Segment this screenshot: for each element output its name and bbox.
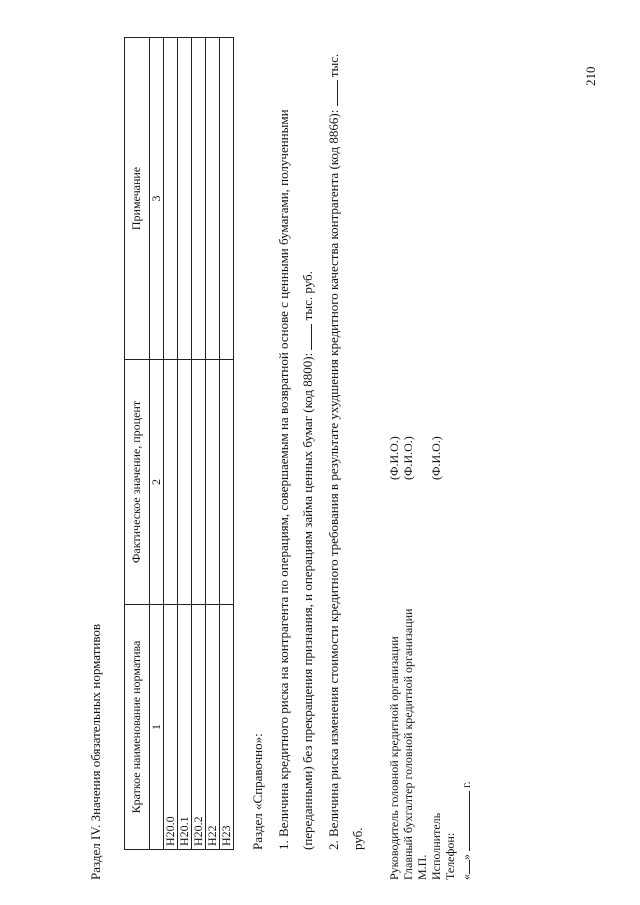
norm-name: Н23 [220,605,234,850]
fio-placeholder: (Ф.И.О.) [429,436,443,480]
signature-line [429,50,443,880]
date-year: г. [459,781,473,788]
table-row [178,38,192,850]
blank-field [299,324,312,350]
column-number: 1 [150,605,164,850]
date-line [457,50,471,880]
table-row [220,38,234,850]
norm-name: Н20.1 [178,605,192,850]
head-label: Руководитель головной кредитной организации [387,636,401,880]
norm-note [178,38,192,360]
stamp-label: М.П. [415,854,429,880]
header-actual-value: Фактическое значение, процент [125,360,150,605]
norms-table [124,37,234,850]
norm-name: Н20.0 [164,605,178,850]
reference-item-2-text: 2. Величина риска изменения стоимости кредитного требования в результате ухудшения кредитного качества контрагента (код 8866): [326,109,341,850]
reference-title: Раздел «Справочно»: [250,733,265,850]
reference-item-1-unit: тыс. руб. [300,271,315,321]
reference-item-2-unit: тыс. руб. [326,53,365,850]
blank-field [325,80,338,106]
fio-placeholder: (Ф.И.О.) [387,436,401,480]
norm-value [192,360,206,605]
table-row [192,38,206,850]
table-row [164,38,178,850]
reference-item-1 [272,50,320,850]
page-number: 210 [583,66,598,86]
blank-field [457,791,470,851]
phone-label: Телефон: [443,832,457,880]
norm-name: Н20.2 [192,605,206,850]
header-norm-name: Краткое наименование норматива [125,605,150,850]
reference-item-2 [322,50,370,850]
norm-value [178,360,192,605]
norm-note [164,38,178,360]
signature-line [387,50,401,880]
norm-value [220,360,234,605]
norm-value [206,360,220,605]
table-row [206,38,220,850]
column-number: 3 [150,38,164,360]
signature-line [401,50,415,880]
norm-value [164,360,178,605]
section-title: Раздел IV. Значения обязательных нормативов [88,623,103,880]
reference-item-1-text: 1. Величина кредитного риска на контрагента по операциям, совершаемым на возвратной основе с ценными бумагами, полученными (переданными) без прекращения признания, и операциям займа ценных бумаг (код 8800): [276,109,315,850]
date-quote-open: « [459,874,473,880]
norm-note [192,38,206,360]
blank-field [457,860,470,874]
signature-line [415,50,429,880]
header-note: Примечание [125,38,150,360]
executor-label: Исполнитель [429,812,443,880]
date-quote-close: » [459,854,473,860]
norm-name: Н22 [206,605,220,850]
document-body [82,50,552,880]
norm-note [206,38,220,360]
norm-note [220,38,234,360]
accountant-label: Главный бухгалтер головной кредитной организации [401,608,415,880]
fio-placeholder: (Ф.И.О.) [401,436,415,480]
signature-line [443,50,457,880]
signature-block [387,50,471,880]
column-number: 2 [150,360,164,605]
